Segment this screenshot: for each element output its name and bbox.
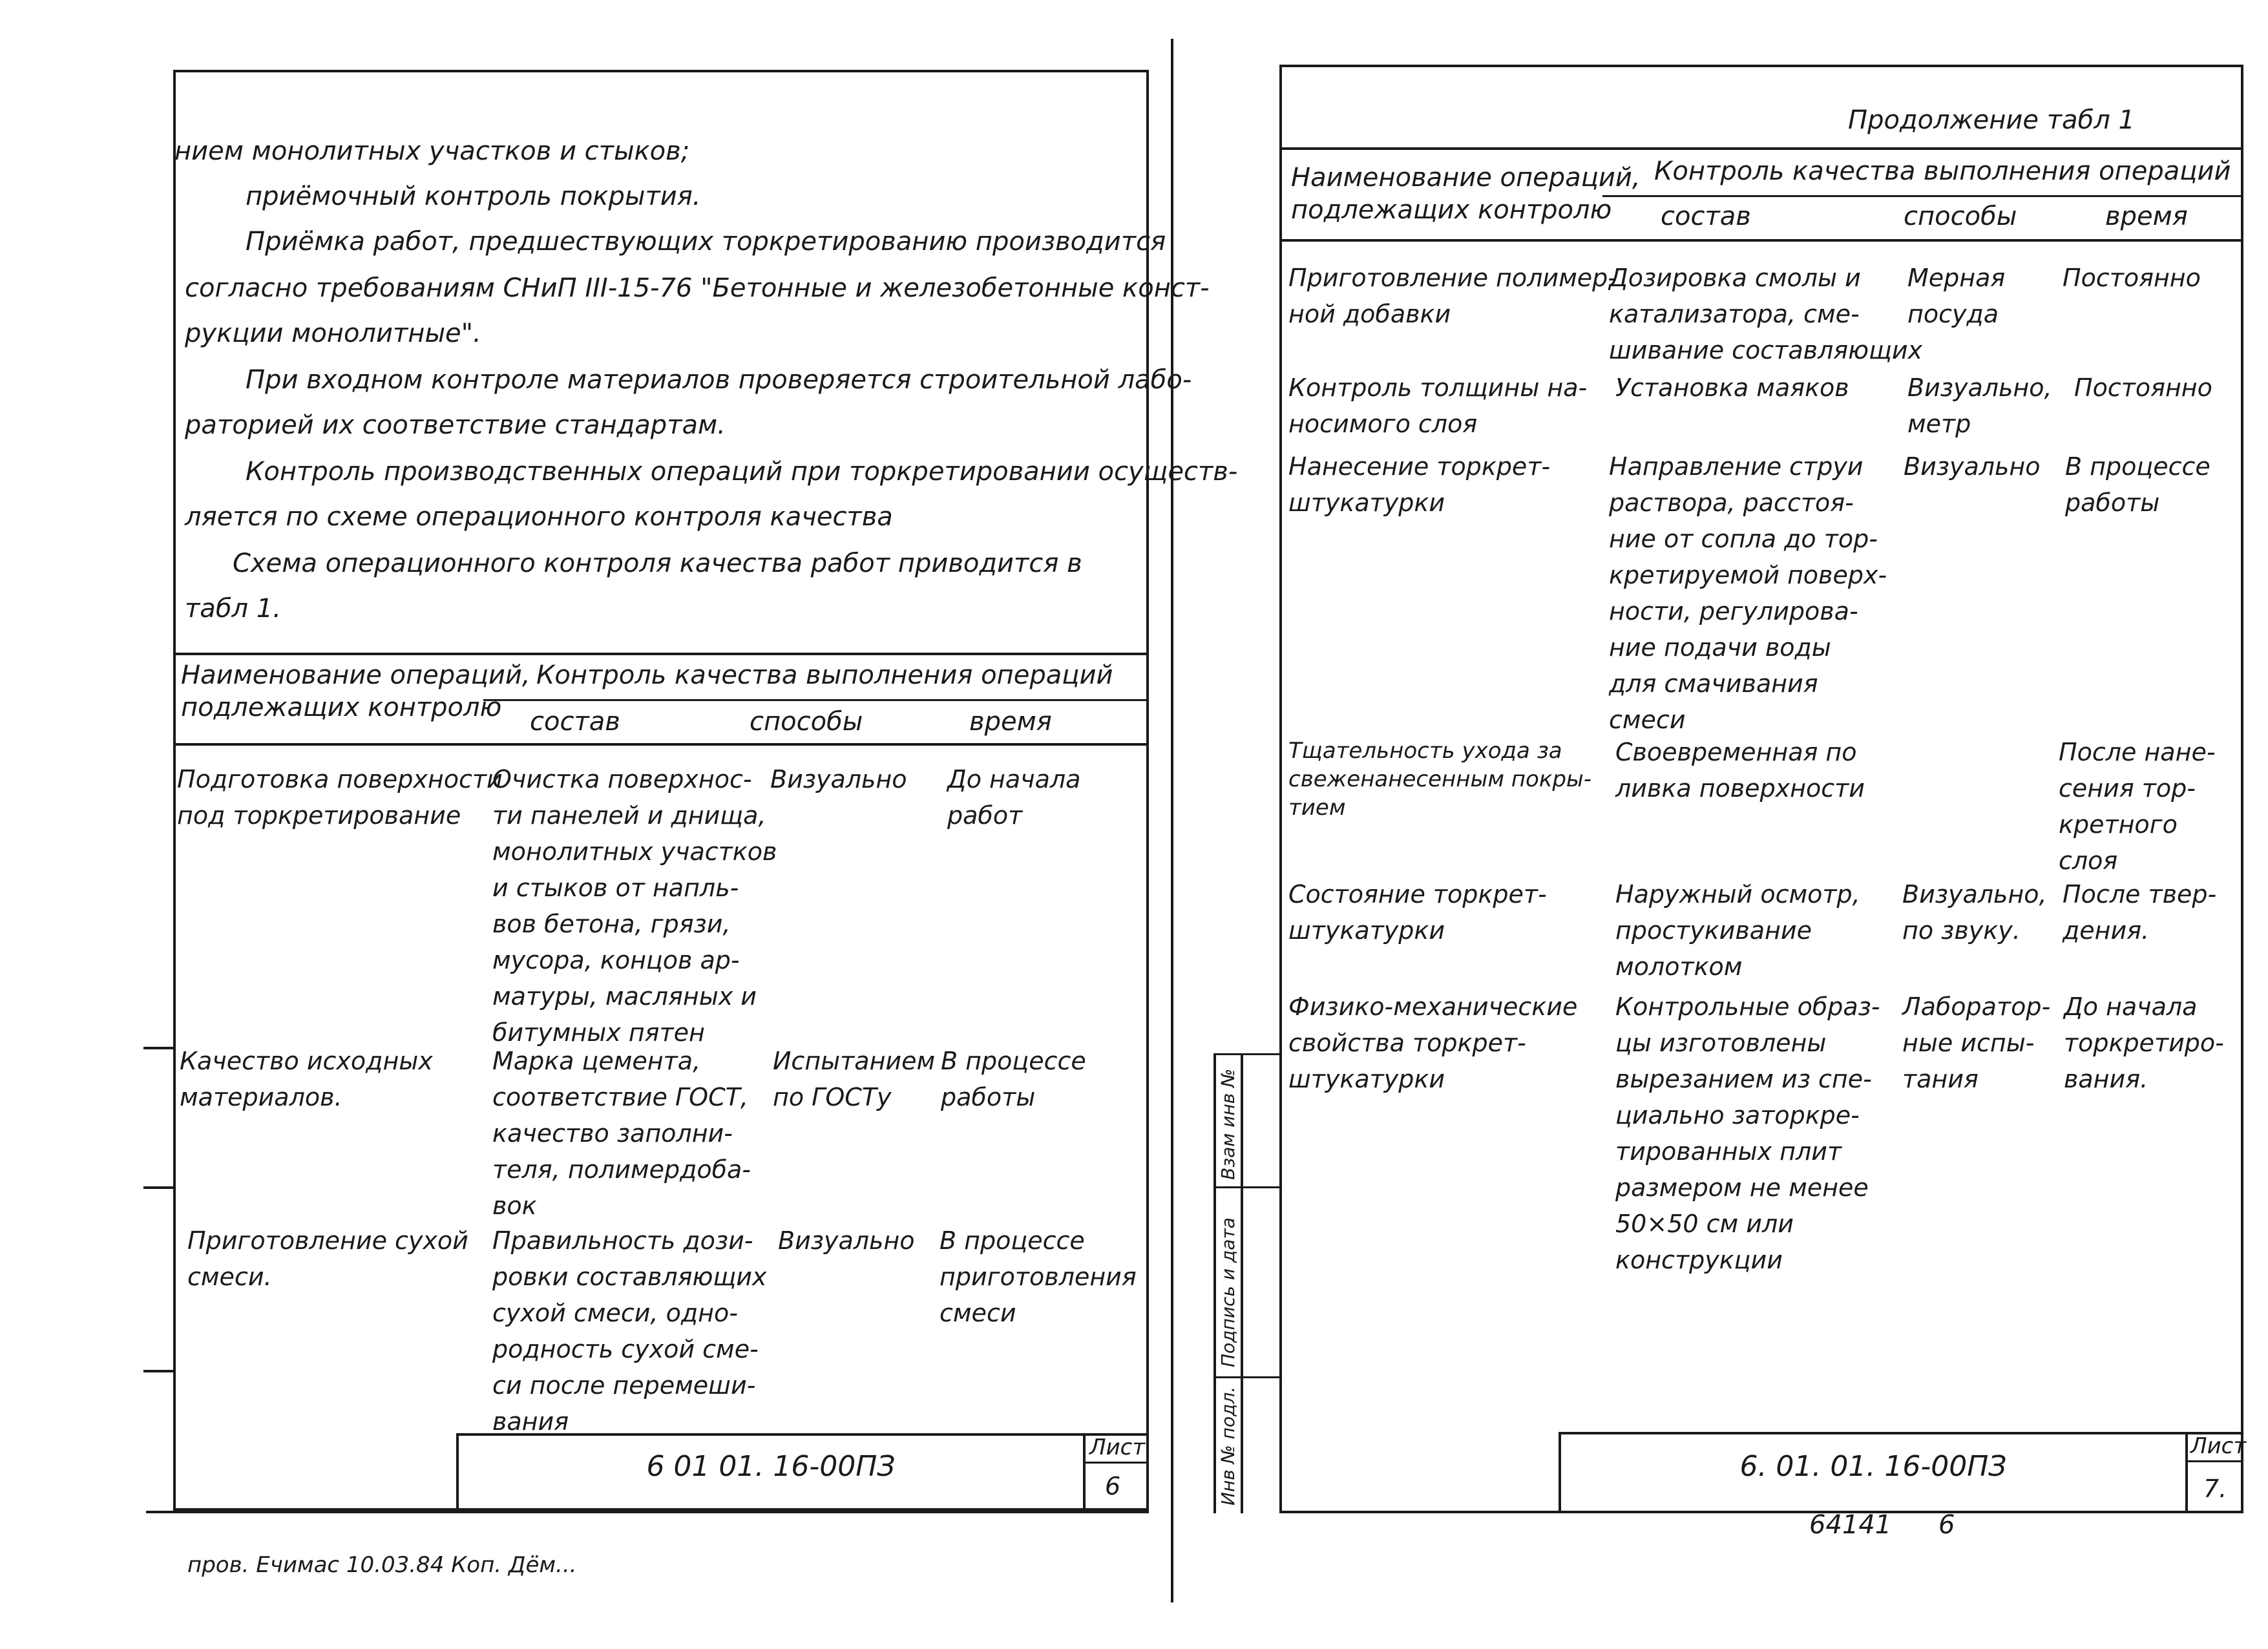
stamp-top-rule [456, 1433, 1149, 1436]
side-stamp-rule [1213, 1186, 1279, 1188]
row-operation: Качество исходных материалов. [180, 1047, 433, 1111]
stamp-list-label: Лист [1089, 1434, 1146, 1460]
row-sostav: Марка цемента, соответствие ГОСТ, качество заполни- теля, полимердоба- вок [492, 1047, 751, 1220]
row-sostav: Контрольные образ- цы изготовлены вырезанием из спе- циально заторкре- тированных плит размером не менее 50×50 см или конструкции [1615, 993, 1880, 1274]
table-header-vremya: время [969, 707, 1052, 737]
intro-line: нием монолитных участков и стыков; [174, 136, 690, 166]
table-header-sostav: состав [530, 707, 620, 737]
table-subheader-rule [1602, 195, 2243, 197]
row-vremya: После твер- дения. [2063, 880, 2217, 945]
row-operation: Подготовка поверхности под торкретирование [177, 765, 503, 830]
side-stamp-mid-rule [1241, 1053, 1243, 1513]
row-vremya: После нане- сения тор- кретного слоя [2059, 738, 2216, 875]
intro-line: согласно требованиям СНиП III-15-76 "Бетонные и железобетонные конст- [185, 273, 1210, 303]
table-header-control-group: Контроль качества выполнения операций [536, 660, 1113, 690]
side-stamp-vzam-inv: Взам инв № [1217, 1068, 1239, 1180]
archive-number: 64141 [1809, 1510, 1892, 1540]
row-operation: Приготовление полимер- ной добавки [1288, 264, 1617, 328]
row-operation: Тщательность ухода за свеженанесенным покры- тием [1288, 738, 1592, 821]
margin-tick [143, 1047, 173, 1049]
stamp-list-label: Лист [2190, 1433, 2247, 1459]
table-top-rule [173, 653, 1149, 655]
page-divider [1171, 39, 1173, 1602]
row-sposoby: Испытанием по ГОСТу [773, 1047, 936, 1111]
archive-sheet: 6 [1938, 1510, 1955, 1540]
margin-tick [143, 1370, 173, 1372]
row-sostav: Направление струи раствора, расстоя- ние от сопла до тор- кретируемой поверх- ности, регулирова- ние подачи воды для смачивания смеси [1609, 452, 1887, 734]
row-sostav: Очистка поверхнос- ти панелей и днища, монолитных участков и стыков от напль- вов бетона, грязи, мусора, концов ар- матуры, масляных и битумных пятен [492, 765, 777, 1047]
stamp-list-divider [1083, 1433, 1086, 1511]
row-operation: Физико-механические свойства торкрет- штукатурки [1288, 993, 1578, 1093]
row-sostav: Своевременная по ливка поверхности [1615, 738, 1865, 803]
row-vremya: До начала работ [947, 765, 1081, 830]
row-sposoby: Визуально, метр [1907, 373, 2052, 438]
table-header-control-group: Контроль качества выполнения операций [1654, 156, 2231, 186]
row-operation: Приготовление сухой смеси. [187, 1226, 468, 1291]
row-vremya: В процессе приготовления смеси [940, 1226, 1137, 1327]
continuation-caption: Продолжение табл 1 [1848, 105, 2135, 135]
intro-line: приёмочный контроль покрытия. [246, 182, 701, 211]
page-number: 6 [1105, 1472, 1121, 1500]
row-vremya: Постоянно [2063, 264, 2201, 292]
side-stamp-left-rule [1213, 1053, 1216, 1513]
stamp-top-rule [1559, 1432, 2243, 1434]
row-sostav: Установка маяков [1615, 373, 1849, 402]
row-vremya: В процессе работы [941, 1047, 1086, 1111]
intro-line: раторией их соответствие стандартам. [185, 410, 726, 440]
row-operation: Состояние торкрет- штукатурки [1288, 880, 1547, 945]
stamp-list-rule [2185, 1460, 2243, 1462]
stamp-list-divider [2185, 1432, 2188, 1513]
signature-note: пров. Ечимас 10.03.84 Коп. Дём... [187, 1552, 577, 1578]
intro-line: Схема операционного контроля качества работ приводится в [233, 549, 1082, 578]
row-sposoby: Мерная посуда [1907, 264, 2006, 328]
row-sposoby: Лаборатор- ные испы- тания [1902, 993, 2051, 1093]
intro-line: рукции монолитные". [185, 319, 481, 348]
left-bottom-rule [146, 1511, 1149, 1513]
row-vremya: До начала торкретиро- вания. [2064, 993, 2224, 1093]
side-stamp-rule [1213, 1053, 1279, 1055]
intro-line: ляется по схеме операционного контроля качества [185, 502, 893, 532]
intro-line: Приёмка работ, предшествующих торкретированию производится [246, 227, 1166, 257]
stamp-list-rule [1083, 1462, 1149, 1464]
row-sostav: Дозировка смолы и катализатора, сме- шивание составляющих [1609, 264, 1923, 364]
row-sostav: Правильность дози- ровки составляющих сухой смеси, одно- родность сухой сме- си после перемеши- вания [492, 1226, 767, 1436]
table-header-bottom-rule [1279, 239, 2243, 242]
table-header-operations: Наименование операций, подлежащих контролю [1291, 163, 1641, 225]
row-sposoby: Визуально [770, 765, 907, 793]
page-number: 7. [2203, 1475, 2227, 1503]
row-vremya: В процессе работы [2065, 452, 2210, 517]
document-code: 6 01 01. 16-00ПЗ [646, 1450, 896, 1483]
table-header-vremya: время [2105, 202, 2188, 231]
row-operation: Нанесение торкрет- штукатурки [1288, 452, 1551, 517]
row-vremya: Постоянно [2074, 373, 2212, 402]
row-operation: Контроль толщины на- носимого слоя [1288, 373, 1588, 438]
table-subheader-rule [483, 699, 1149, 701]
intro-line: табл 1. [185, 594, 281, 624]
row-sposoby: Визуально [778, 1226, 915, 1255]
side-stamp-inv-podl: Инв № подл. [1217, 1386, 1239, 1506]
row-sposoby: Визуально, по звуку. [1902, 880, 2047, 945]
side-stamp-podpis: Подпись и дата [1217, 1217, 1239, 1367]
table-header-sposoby: способы [750, 707, 863, 737]
side-stamp-rule [1213, 1376, 1279, 1378]
row-sostav: Наружный осмотр, простукивание молотком [1615, 880, 1860, 981]
intro-line: Контроль производственных операций при торкретировании осуществ- [246, 457, 1238, 487]
document-code: 6. 01. 01. 16-00ПЗ [1739, 1450, 2007, 1483]
table-header-bottom-rule [173, 743, 1149, 746]
table-top-rule [1279, 147, 2243, 150]
table-header-sposoby: способы [1904, 202, 2017, 231]
table-header-operations: Наименование операций, подлежащих контролю [181, 660, 530, 722]
margin-tick [143, 1186, 173, 1189]
intro-line: При входном контроле материалов проверяется строительной лабо- [246, 365, 1192, 395]
table-header-sostav: состав [1661, 202, 1751, 231]
row-sposoby: Визуально [1904, 452, 2041, 481]
